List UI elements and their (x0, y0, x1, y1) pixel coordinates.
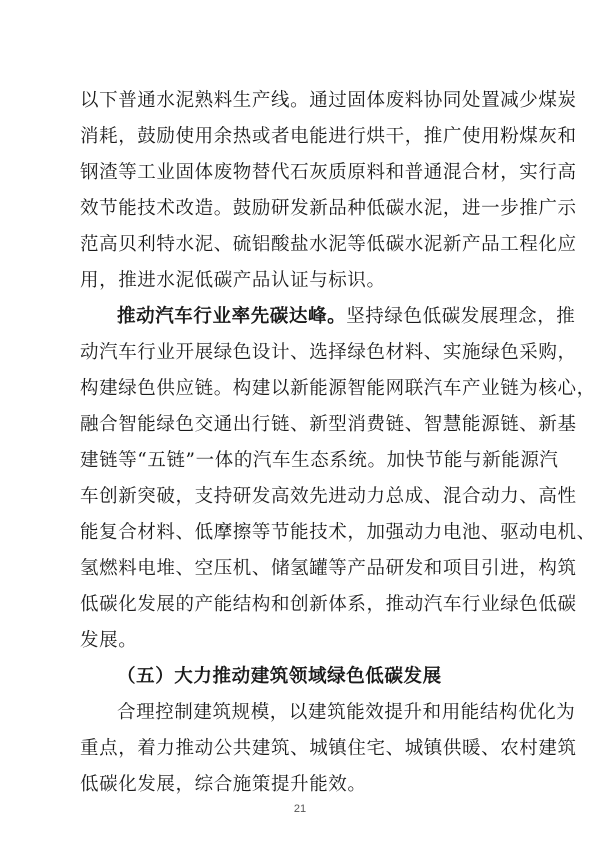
paragraph-2-line-8: 氢燃料电堆、空压机、储氢罐等产品研发和项目引进，构筑 (80, 558, 577, 579)
paragraph-2-first-rest: 坚持绿色低碳发展理念，推 (346, 306, 576, 327)
paragraph-2-line-9: 低碳化发展的产能结构和创新体系，推动汽车行业绿色低碳 (80, 594, 577, 615)
paragraph-1-line-4: 效节能技术改造。鼓励研发新品种低碳水泥，进一步推广示 (80, 198, 577, 219)
paragraph-1-line-5: 范高贝利特水泥、硫铝酸盐水泥等低碳水泥新产品工程化应 (80, 234, 577, 255)
paragraph-1-line-1: 以下普通水泥熟料生产线。通过固体废料协同处置减少煤炭 (80, 90, 577, 111)
paragraph-3-line-1: 合理控制建筑规模，以建筑能效提升和用能结构优化为 (117, 702, 576, 723)
paragraph-1-line-3: 钢渣等工业固体废物替代石灰质原料和普通混合材，实行高 (80, 162, 577, 183)
section-heading: （五）大力推动建筑领域绿色低碳发展 (117, 666, 442, 687)
paragraph-2-line-3: 构建绿色供应链。构建以新能源智能网联汽车产业链为核心， (80, 378, 596, 399)
paragraph-2-line-1 (117, 305, 576, 329)
paragraph-2-line-4: 融合智能绿色交通出行链、新型消费链、智慧能源链、新基 (80, 414, 577, 435)
paragraph-3-line-3: 低碳化发展，综合施策提升能效。 (80, 774, 367, 795)
paragraph-2-line-7: 能复合材料、低摩擦等节能技术，加强动力电池、驱动电机、 (80, 522, 596, 543)
paragraph-2-line-5: 建链等“五链”一体的汽车生态系统。加快节能与新能源汽 (80, 450, 559, 471)
paragraph-3-line-2: 重点，着力推动公共建筑、城镇住宅、城镇供暖、农村建筑 (80, 738, 577, 759)
page-number: 21 (293, 803, 307, 815)
paragraph-1-line-6: 用，推进水泥低碳产品认证与标识。 (80, 270, 386, 291)
paragraph-2-line-10: 发展。 (80, 630, 138, 651)
paragraph-2-line-6: 车创新突破，支持研发高效先进动力总成、混合动力、高性 (80, 486, 577, 507)
paragraph-2-line-2: 动汽车行业开展绿色设计、选择绿色材料、实施绿色采购， (80, 342, 577, 363)
paragraph-2-lead: 推动汽车行业率先碳达峰。 (117, 306, 347, 327)
paragraph-1-line-2: 消耗，鼓励使用余热或者电能进行烘干，推广使用粉煤灰和 (80, 126, 577, 147)
